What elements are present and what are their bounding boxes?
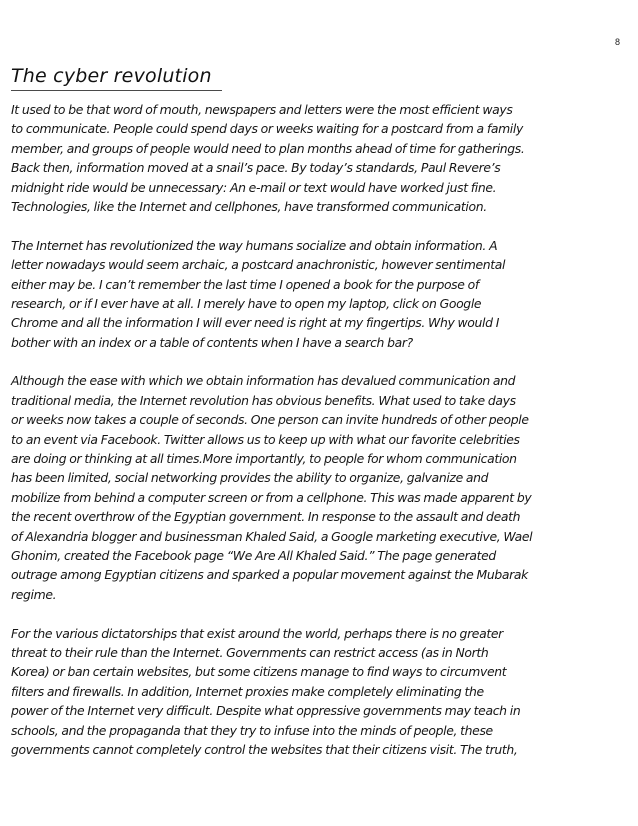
text-line: governments cannot completely control the websites that their citizens visit. The truth, [11,741,518,757]
paragraph-gap [11,352,627,371]
text-line: Korea) or ban certain websites, but some citizens manage to find ways to circumvent [11,664,507,680]
article-body [11,100,627,759]
text-line: Ghonim, created the Facebook page “We Are All Khaled Said.” The page generated [11,547,496,563]
text-line: schools, and the propaganda that they try to infuse into the minds of people, these [11,722,493,738]
text-line: letter nowadays would seem archaic, a postcard anachronistic, however sentimental [11,257,506,273]
text-line: Although the ease with which we obtain information has devalued communication and [11,373,516,389]
text-line: or weeks now takes a couple of seconds. One person can invite hundreds of other people [11,412,529,428]
text-line: The Internet has revolutionized the way humans socialize and obtain information. A [11,237,498,253]
text-line: are doing or thinking at all times.More importantly, to people for whom communication [11,451,517,467]
text-line: outrage among Egyptian citizens and sparked a popular movement against the Mubarak [11,567,528,583]
page-title: The cyber revolution [11,65,212,87]
text-line: bother with an index or a table of contents when I have a search bar? [11,334,413,350]
paragraph-gap [11,604,627,623]
text-line: the recent overthrow of the Egyptian government. In response to the assault and death [11,509,521,525]
paragraph [11,100,627,216]
text-line: has been limited, social networking provides the ability to organize, galvanize and [11,470,489,486]
text-line: It used to be that word of mouth, newspapers and letters were the most efficient ways [11,102,513,117]
paragraph [11,236,627,352]
title-underline [11,90,222,91]
text-line: Chrome and all the information I will ever need is right at my fingertips. Why would I [11,315,500,331]
text-line: mobilize from behind a computer screen or from a cellphone. This was made apparent by [11,489,532,505]
text-line: Technologies, like the Internet and cellphones, have transformed communication. [11,198,487,214]
text-line: member, and groups of people would need to plan months ahead of time for gatherings. [11,140,525,156]
page-number: 8 [614,37,620,47]
text-line: power of the Internet very difficult. Despite what oppressive governments may teach in [11,703,521,719]
text-line: traditional media, the Internet revolution has obvious benefits. What used to take days [11,392,516,408]
text-line: to communicate. People could spend days or weeks waiting for a postcard from a family [11,121,523,137]
paragraph-gap [11,216,627,235]
text-line: midnight ride would be unnecessary: An e-mail or text would have worked just fine. [11,179,497,195]
text-line: research, or if I ever have at all. I merely have to open my laptop, click on Google [11,295,482,311]
text-line: regime. [11,586,57,602]
paragraph [11,624,627,760]
text-line: threat to their rule than the Internet. Governments can restrict access (as in North [11,644,489,660]
text-line: For the various dictatorships that exist around the world, perhaps there is no greater [11,625,503,641]
text-line: of Alexandria blogger and businessman Khaled Said, a Google marketing executive, Wael [11,528,533,544]
text-line: Back then, information moved at a snail’s pace. By today’s standards, Paul Revere’s [11,160,501,176]
paragraph [11,371,627,604]
text-line: to an event via Facebook. Twitter allows us to keep up with what our favorite celebrities [11,431,520,447]
text-line: filters and firewalls. In addition, Internet proxies make completely eliminating the [11,683,484,699]
text-line: either may be. I can’t remember the last time I opened a book for the purpose of [11,276,479,292]
